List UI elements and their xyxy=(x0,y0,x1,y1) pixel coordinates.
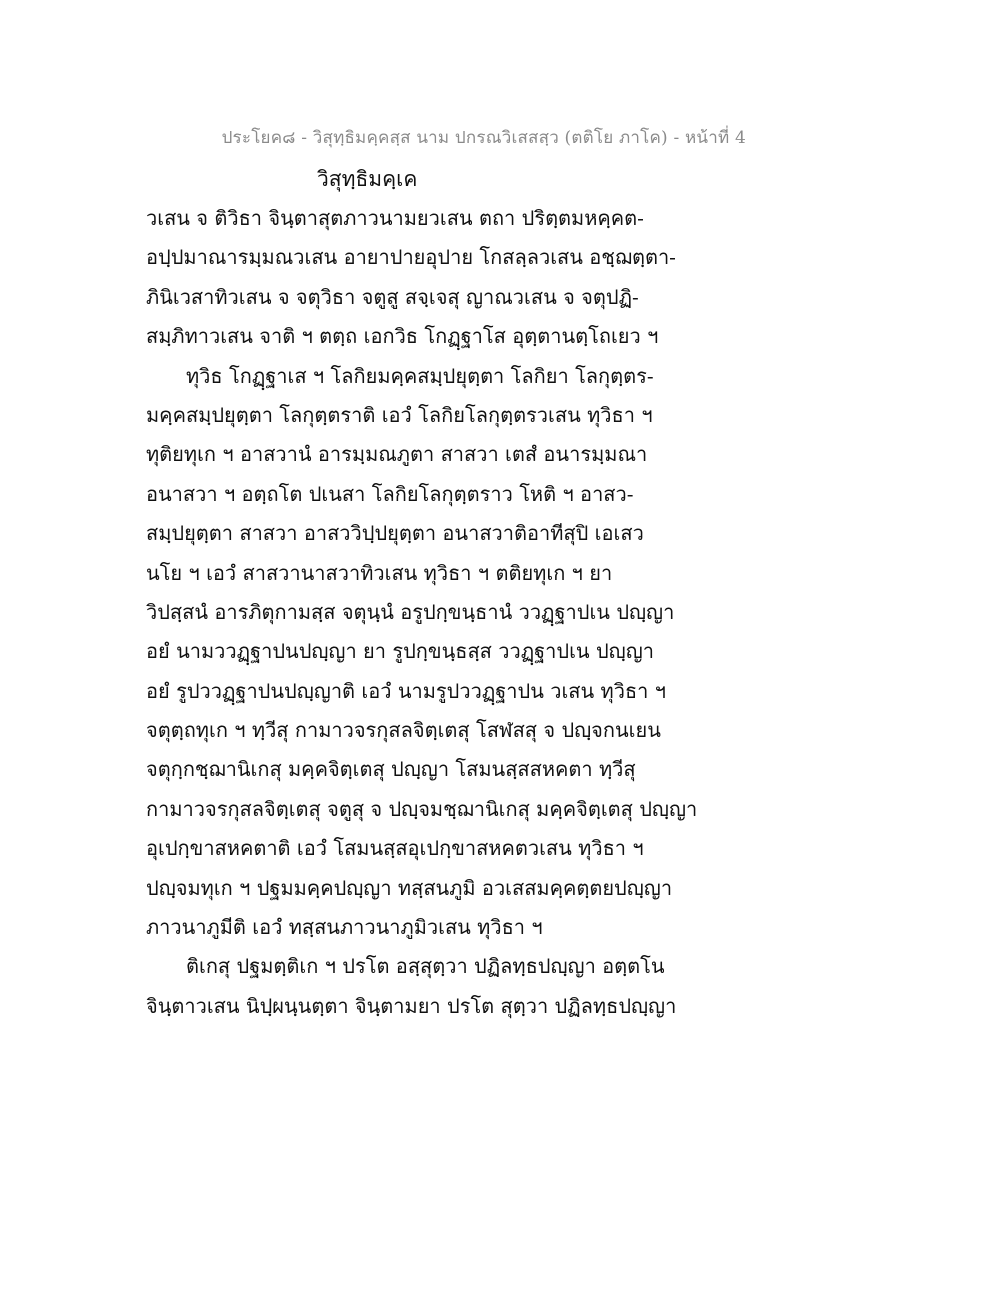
text-line: ทุติยทุเก ฯ อาสวานํ อารมฺมณภูตา สาสวา เตสํ อนารมฺมณา xyxy=(146,442,648,467)
text-line: อนาสวา ฯ อตฺถโต ปเนสา โลกิยโลกุตฺตราว โหติ ฯ อาสว- xyxy=(146,481,634,506)
body-text xyxy=(146,199,698,1026)
text-line: จินฺตาวเสน นิปฺผนฺนตฺตา จินฺตามยา ปรโต สุตฺวา ปฏิลทฺธปญฺญา xyxy=(146,993,677,1018)
text-line: กามาวจรกุสลจิตฺเตสุ จตูสุ จ ปญฺจมชฺฌานิเกสุ มคฺคจิตฺเตสุ ปญฺญา xyxy=(146,796,698,821)
text-line: อยํ รูปววฏฺฐาปนปญฺญาติ เอวํ นามรูปววฏฺฐาปน วเสน ทุวิธา ฯ xyxy=(146,678,666,703)
text-line: วิปสฺสนํ อารภิตุกามสฺส จตุนฺนํ อรูปกฺขนฺธานํ ววฏฺฐาปเน ปญฺญา xyxy=(146,599,675,624)
running-header: ประโยค๘ - วิสุทฺธิมคฺคสฺส นาม ปกรณวิเสสสฺว (ตติโย ภาโค) - หน้าที่ 4 xyxy=(221,128,746,148)
text-line: จตุกฺกชฺฌานิเกสุ มคฺคจิตฺเตสุ ปญฺญา โสมนสฺสสหคตา ทฺวีสุ xyxy=(146,757,636,782)
text-line-paragraph-start: ทุวิธ โกฏฺฐาเส ฯ โลกิยมคฺคสมฺปยุตฺตา โลกิยา โลกุตฺตร- xyxy=(186,363,654,388)
section-title: วิสุทฺธิมคฺเค xyxy=(317,167,418,191)
text-line: วเสน จ ติวิธา จินฺตาสุตภาวนามยวเสน ตถา ปริตฺตมหคฺคต- xyxy=(146,206,644,230)
text-line: สมฺภิทาวเสน จาติ ฯ ตตฺถ เอกวิธ โกฏฺฐาโส อุตฺตานตฺโถเยว ฯ xyxy=(146,324,659,349)
text-line: จตุตฺถทุเก ฯ ทฺวีสุ กามาวจรกุสลจิตฺเตสุ โสฬสสุ จ ปญฺจกนเยน xyxy=(146,718,661,743)
text-line-paragraph-start: ติเกสุ ปฐมตฺติเก ฯ ปรโต อสฺสุตฺวา ปฏิลทฺธปญฺญา อตฺตโน xyxy=(186,954,665,979)
text-line: มคฺคสมฺปยุตฺตา โลกุตฺตราติ เอวํ โลกิยโลกุตฺตรวเสน ทุวิธา ฯ xyxy=(146,402,653,427)
text-line: อปฺปมาณารมฺมณวเสน อายาปายอุปาย โกสลฺลวเสน อชฺฌตฺตา- xyxy=(146,245,676,270)
text-line: ปญฺจมทุเก ฯ ปฐมมคฺคปญฺญา ทสฺสนภูมิ อวเสสมคฺคตฺตยปญฺญา xyxy=(146,875,673,900)
text-line: อุเปกฺขาสหคตาติ เอวํ โสมนสฺสอุเปกฺขาสหคตวเสน ทุวิธา ฯ xyxy=(146,836,644,861)
text-line: อยํ นามววฏฺฐาปนปญฺญา ยา รูปกฺขนฺธสฺส ววฏฺฐาปเน ปญฺญา xyxy=(146,639,654,664)
text-line: ภาวนาภูมีติ เอวํ ทสฺสนภาวนาภูมิวเสน ทุวิธา ฯ xyxy=(146,915,543,940)
text-line: สมฺปยุตฺตา สาสวา อาสววิปฺปยุตฺตา อนาสวาติอาทีสุปิ เอเสว xyxy=(146,521,644,546)
text-line: ภินิเวสาทิวเสน จ จตุวิธา จตูสู สจฺเจสุ ญาณวเสน จ จตุปฏิ- xyxy=(146,284,639,309)
text-line: นโย ฯ เอวํ สาสวานาสวาทิวเสน ทุวิธา ฯ ตติยทุเก ฯ ยา xyxy=(146,560,613,585)
